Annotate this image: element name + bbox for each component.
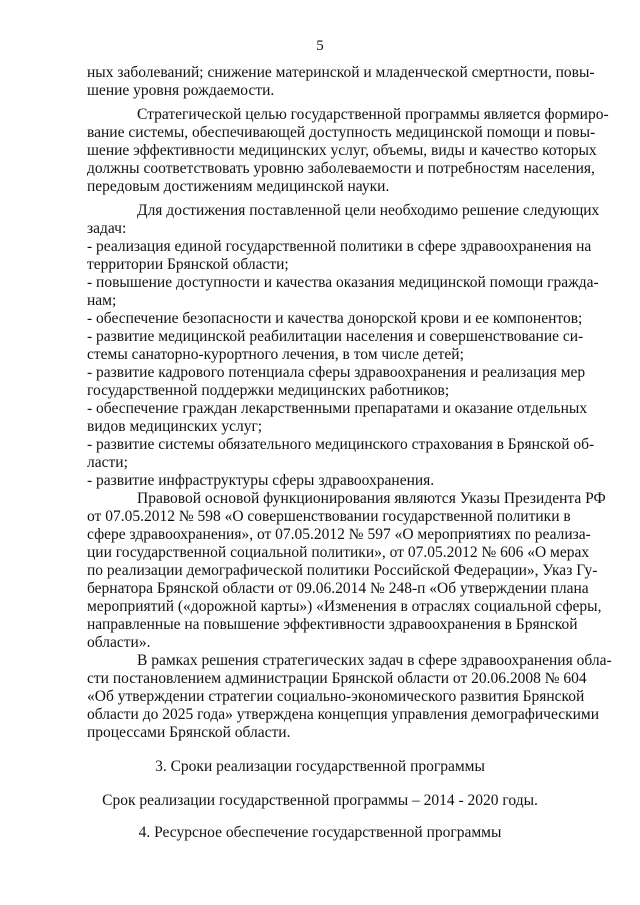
list-item: - развитие системы обязательного медицинского страхования в Брянской об- xyxy=(87,436,595,453)
list-item: - обеспечение граждан лекарственными препаратами и оказание отдельных xyxy=(87,400,588,417)
text-line: области до 2025 года» утверждена концепция управления демографическими xyxy=(87,706,600,723)
text-line: Для достижения поставленной цели необходимо решение следующих xyxy=(137,202,600,219)
text-line: области». xyxy=(87,634,151,651)
page-number: 5 xyxy=(316,38,324,54)
list-item: ласти; xyxy=(87,454,128,471)
text-line: Стратегической целью государственной программы является формиро- xyxy=(137,106,609,123)
list-item: - развитие медицинской реабилитации населения и совершенствование си- xyxy=(87,328,584,345)
text-line: ных заболеваний; снижение материнской и младенческой смертности, повы- xyxy=(87,64,595,81)
text-line: шение эффективности медицинских услуг, объемы, виды и качество которых xyxy=(87,142,597,159)
text-line: должны соответствовать уровню заболеваемости и потребностям населения, xyxy=(87,160,595,177)
text-line: задач: xyxy=(87,220,127,237)
list-item: - развитие кадрового потенциала сферы здравоохранения и реализация мер xyxy=(87,364,586,381)
text-line: «Об утверждении стратегии социально-экономического развития Брянской xyxy=(87,688,585,705)
list-item: стемы санаторно-курортного лечения, в том числе детей; xyxy=(87,346,464,363)
text-line: мероприятий («дорожной карты») «Изменения в отраслях социальной сферы, xyxy=(87,598,602,615)
text-line: В рамках решения стратегических задач в сфере здравоохранения обла- xyxy=(137,652,612,669)
text-line: процессами Брянской области. xyxy=(87,724,291,741)
list-item: государственной поддержки медицинских работников; xyxy=(87,382,450,399)
text-line: направленные на повышение эффективности здравоохранения в Брянской xyxy=(87,616,578,633)
text-line: сфере здравоохранения», от 07.05.2012 № 597 «О мероприятиях по реализа- xyxy=(87,526,591,543)
list-item: территории Брянской области; xyxy=(87,256,289,273)
list-item: - реализация единой государственной политики в сфере здравоохранения на xyxy=(87,238,592,255)
list-item: - обеспечение безопасности и качества донорской крови и ее компонентов; xyxy=(87,310,583,327)
text-line: ции государственной социальной политики», от 07.05.2012 № 606 «О мерах xyxy=(87,544,590,561)
text-line: Правовой основой функционирования являются Указы Президента РФ xyxy=(137,490,606,507)
text-line: по реализации демографической политики Российской Федерации», Указ Гу- xyxy=(87,562,598,579)
section-3-text: Срок реализации государственной программы – 2014 - 2020 годы. xyxy=(102,792,538,809)
list-item: видов медицинских услуг; xyxy=(87,418,263,435)
text-line: шение уровня рождаемости. xyxy=(87,82,275,99)
text-line: сти постановлением администрации Брянской области от 20.06.2008 № 604 xyxy=(87,670,587,687)
section-3-heading: 3. Сроки реализации государственной программы xyxy=(155,758,485,775)
text-line: от 07.05.2012 № 598 «О совершенствовании государственной политики в xyxy=(87,508,571,525)
text-line: бернатора Брянской области от 09.06.2014 № 248-п «Об утверждении плана xyxy=(87,580,589,597)
section-4-heading: 4. Ресурсное обеспечение государственной программы xyxy=(138,824,502,841)
list-item: - развитие инфраструктуры сферы здравоохранения. xyxy=(87,472,435,489)
text-line: вание системы, обеспечивающей доступность медицинской помощи и повы- xyxy=(87,124,596,141)
list-item: - повышение доступности и качества оказания медицинской помощи гражда- xyxy=(87,274,599,291)
list-item: нам; xyxy=(87,292,117,309)
text-line: передовым достижениям медицинской науки. xyxy=(87,178,390,195)
